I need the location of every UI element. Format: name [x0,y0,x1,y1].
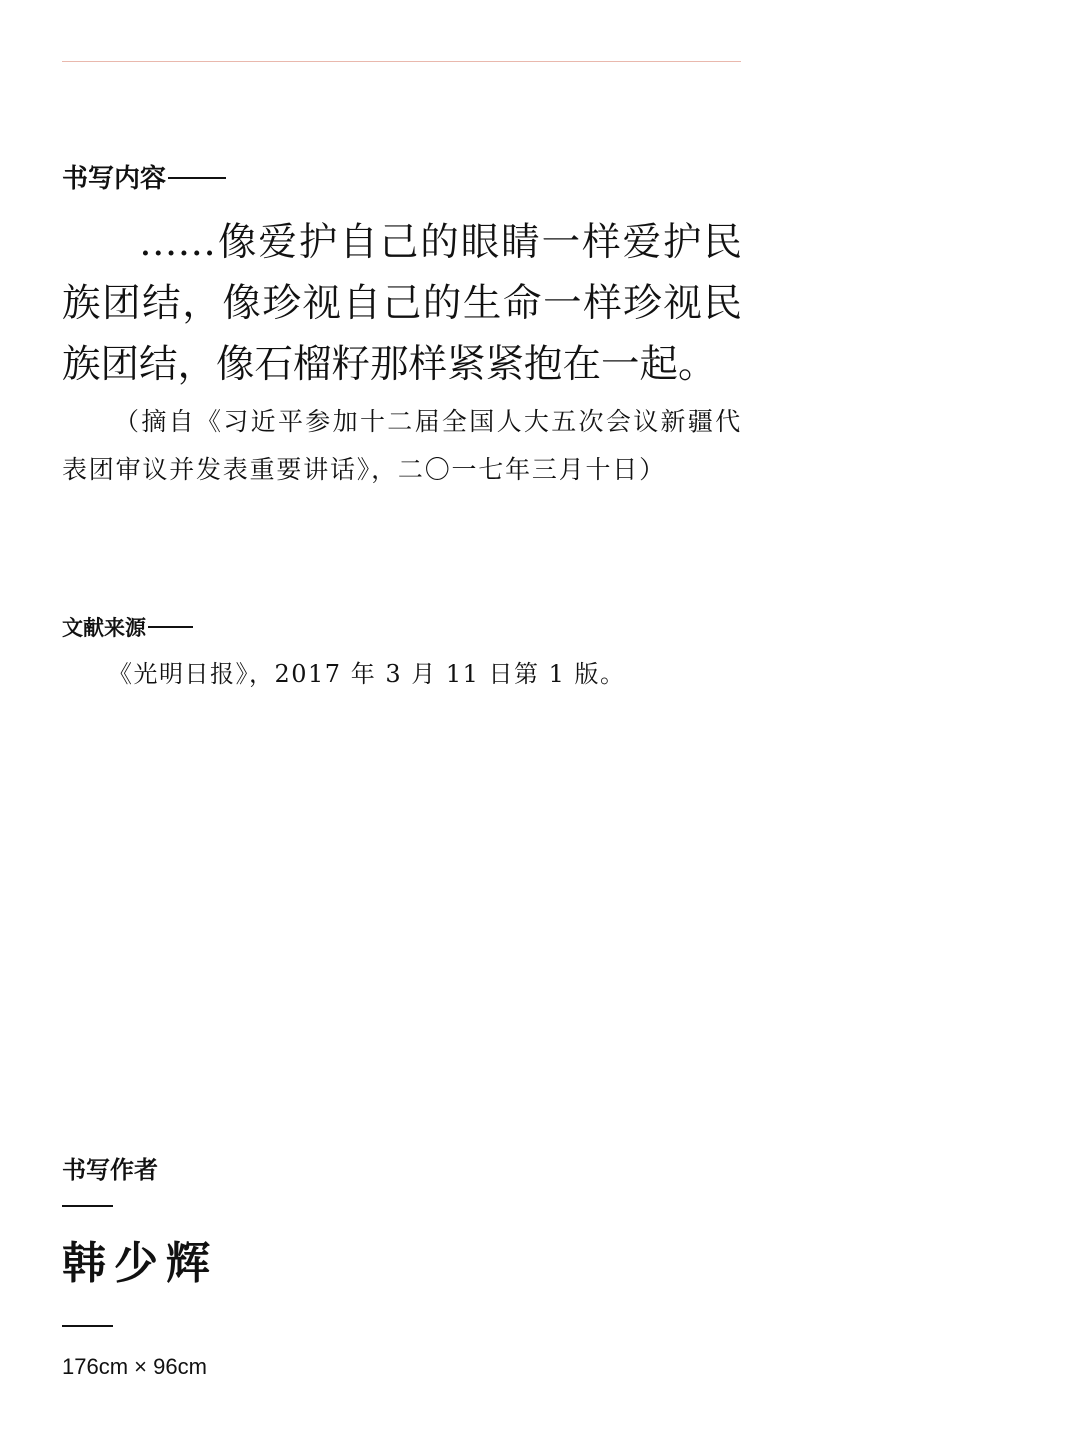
citation-text: （摘自《习近平参加十二届全国人大五次会议新疆代表团审议并发表重要讲话》，二〇一七年三月十日） [62,407,742,484]
author-divider-bottom [62,1325,113,1327]
top-divider [62,61,741,62]
author-section-heading [62,1154,158,1186]
heading-dash [168,177,226,179]
source-section-label: 文献来源 [62,616,146,640]
author-divider-top [62,1205,113,1207]
author-name: 韩少辉 [62,1238,218,1289]
author-section-label: 书写作者 [62,1156,158,1184]
quote-text: ……像爱护自己的眼睛一样爱护民族团结，像珍视自己的生命一样珍视民族团结，像石榴籽那样紧紧抱在一起。 [62,220,742,387]
source-section-heading [62,614,193,642]
source-text: 《光明日报》，2017 年 3 月 11 日第 1 版。 [108,660,626,688]
artwork-dimensions: 176cm × 96cm [62,1354,207,1379]
content-section-heading [62,162,226,196]
heading-dash [148,626,193,628]
content-section-label: 书写内容 [62,164,167,194]
